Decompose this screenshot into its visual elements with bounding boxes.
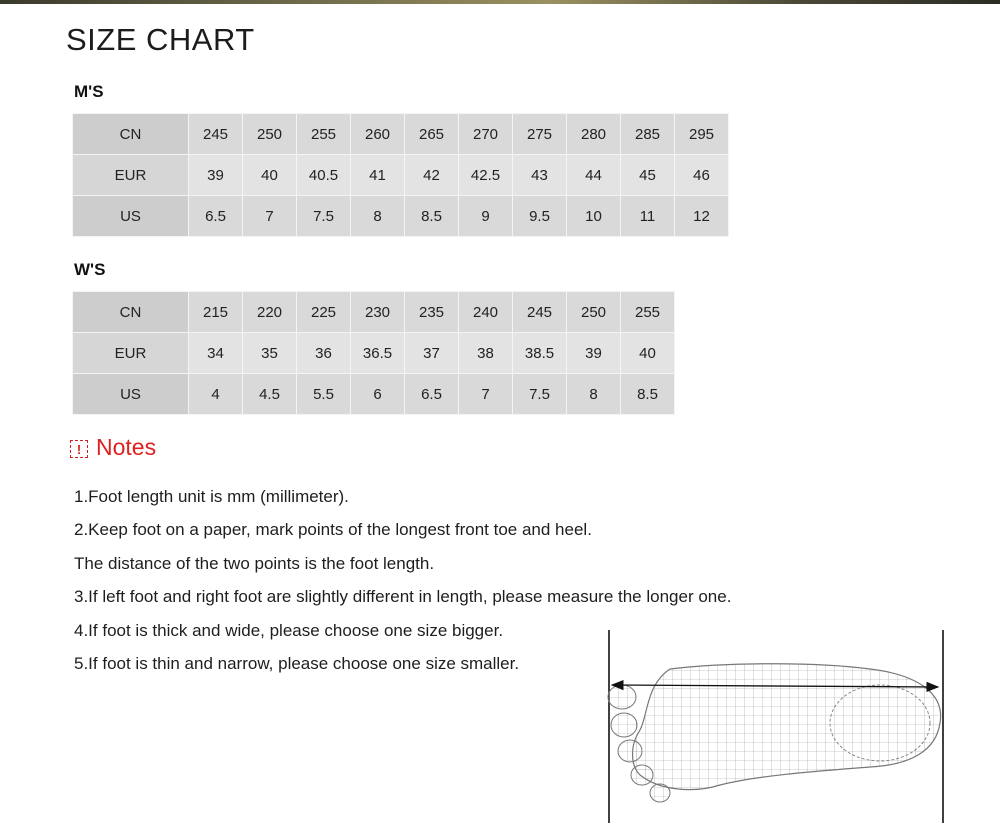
- table-cell: 255: [621, 292, 674, 332]
- table-cell: 265: [405, 114, 458, 154]
- table-cell: 9: [459, 196, 512, 236]
- notes-heading: [70, 434, 156, 461]
- table-cell: 245: [189, 114, 242, 154]
- table-cell: 11: [621, 196, 674, 236]
- table-cell: 220: [243, 292, 296, 332]
- table-cell: 36: [297, 333, 350, 373]
- table-cell: 38.5: [513, 333, 566, 373]
- table-cell: 35: [243, 333, 296, 373]
- table-cell: 36.5: [351, 333, 404, 373]
- table-cell: 6.5: [405, 374, 458, 414]
- row-header-us: US: [73, 196, 188, 236]
- table-cell: 7.5: [297, 196, 350, 236]
- note-item: 1.Foot length unit is mm (millimeter).: [74, 487, 349, 506]
- table-cell: 4.5: [243, 374, 296, 414]
- table-cell: 37: [405, 333, 458, 373]
- row-header-eur: EUR: [73, 333, 188, 373]
- table-cell: 39: [567, 333, 620, 373]
- table-row: [73, 114, 728, 154]
- table-cell: 235: [405, 292, 458, 332]
- table-cell: 7: [459, 374, 512, 414]
- table-row: [73, 292, 674, 332]
- table-cell: 8: [351, 196, 404, 236]
- table-cell: 41: [351, 155, 404, 195]
- table-cell: 270: [459, 114, 512, 154]
- table-cell: 40.5: [297, 155, 350, 195]
- table-cell: 45: [621, 155, 674, 195]
- table-cell: 39: [189, 155, 242, 195]
- table-cell: 8.5: [621, 374, 674, 414]
- table-cell: 43: [513, 155, 566, 195]
- table-cell: 7.5: [513, 374, 566, 414]
- table-cell: 6: [351, 374, 404, 414]
- row-header-cn: CN: [73, 114, 188, 154]
- table-cell: 225: [297, 292, 350, 332]
- table-cell: 10: [567, 196, 620, 236]
- table-cell: 38: [459, 333, 512, 373]
- table-cell: 230: [351, 292, 404, 332]
- table-cell: 285: [621, 114, 674, 154]
- table-cell: 46: [675, 155, 728, 195]
- foot-measurement-illustration: [600, 625, 960, 825]
- table-cell: 245: [513, 292, 566, 332]
- table-cell: 280: [567, 114, 620, 154]
- foot-outline: [608, 664, 941, 802]
- table-cell: 250: [567, 292, 620, 332]
- table-row: [73, 155, 728, 195]
- table-cell: 42: [405, 155, 458, 195]
- table-cell: 250: [243, 114, 296, 154]
- table-cell: 240: [459, 292, 512, 332]
- note-item: 2.Keep foot on a paper, mark points of the longest front toe and heel.: [74, 520, 592, 540]
- table-cell: 275: [513, 114, 566, 154]
- notes-title: Notes: [96, 434, 157, 460]
- womens-size-table: [72, 291, 675, 415]
- table-cell: 6.5: [189, 196, 242, 236]
- table-cell: 7: [243, 196, 296, 236]
- note-item: 4.If foot is thick and wide, please choose one size bigger.: [74, 620, 504, 640]
- table-cell: 5.5: [297, 374, 350, 414]
- mens-size-table: [72, 113, 729, 237]
- table-cell: 8.5: [405, 196, 458, 236]
- table-cell: 12: [675, 196, 728, 236]
- table-row: [73, 333, 674, 373]
- note-item: 5.If foot is thin and narrow, please choose one size smaller.: [74, 653, 520, 673]
- table-cell: 42.5: [459, 155, 512, 195]
- warning-icon: !: [70, 440, 88, 458]
- table-cell: 34: [189, 333, 242, 373]
- row-header-eur: EUR: [73, 155, 188, 195]
- page-title: SIZE CHART: [66, 22, 255, 57]
- table-row: [73, 196, 728, 236]
- table-cell: 9.5: [513, 196, 566, 236]
- row-header-us: US: [73, 374, 188, 414]
- mens-section-label: M'S: [74, 82, 104, 101]
- table-cell: 215: [189, 292, 242, 332]
- table-cell: 44: [567, 155, 620, 195]
- note-item: 3.If left foot and right foot are slightly different in length, please measure the longer one.: [74, 587, 732, 607]
- table-cell: 40: [243, 155, 296, 195]
- top-decorative-strip: [0, 0, 1000, 4]
- note-item: The distance of the two points is the foot length.: [74, 553, 435, 573]
- table-cell: 4: [189, 374, 242, 414]
- table-cell: 295: [675, 114, 728, 154]
- table-cell: 8: [567, 374, 620, 414]
- womens-section-label: W'S: [74, 260, 106, 279]
- row-header-cn: CN: [73, 292, 188, 332]
- table-cell: 255: [297, 114, 350, 154]
- table-row: [73, 374, 674, 414]
- table-cell: 40: [621, 333, 674, 373]
- table-cell: 260: [351, 114, 404, 154]
